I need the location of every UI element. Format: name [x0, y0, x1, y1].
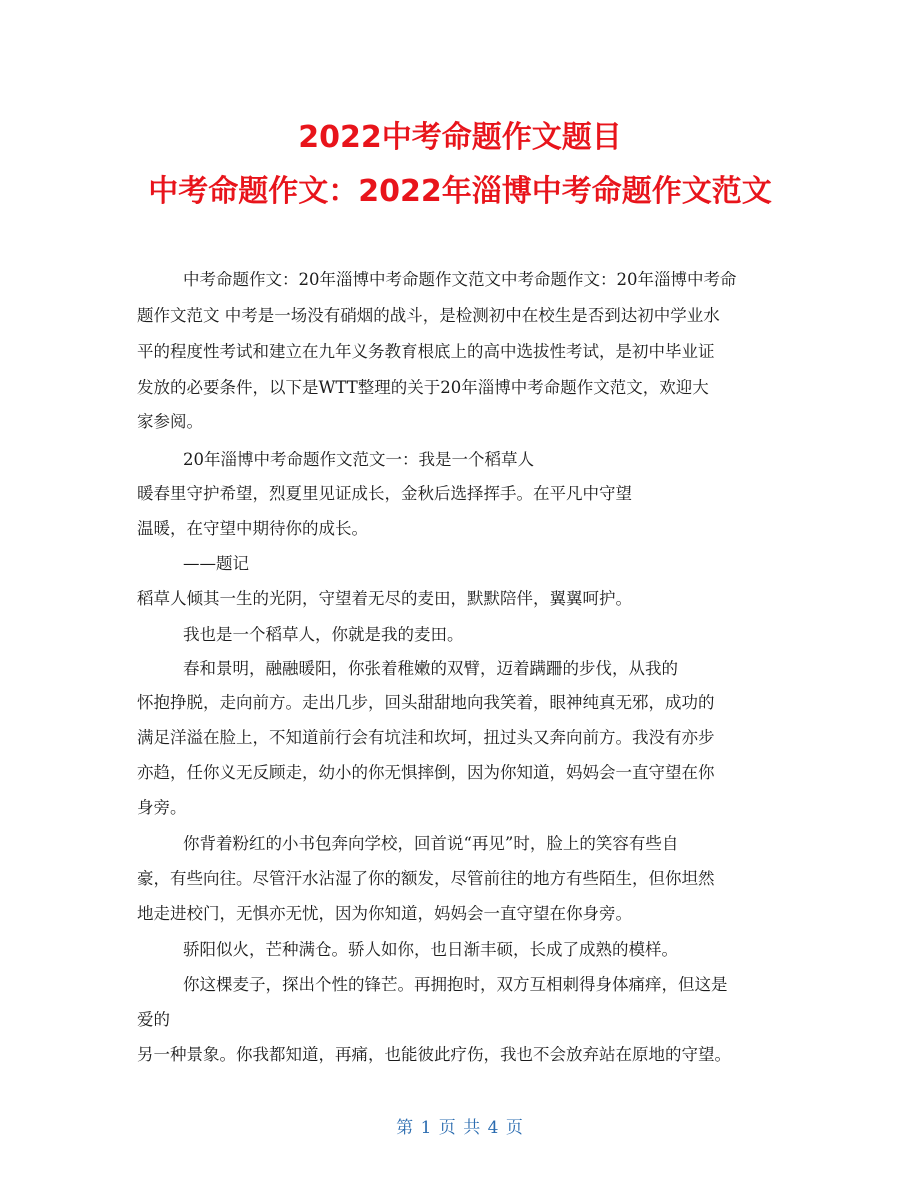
body-line: 平的程度性考试和建立在九年义务教育根底上的高中选拔性考试，是初中毕业证 [137, 342, 715, 361]
body-line: 家参阅。 [137, 412, 203, 431]
body-line: 中考命题作文：20年淄博中考命题作文范文中考命题作文：20年淄博中考命 [183, 270, 737, 289]
body-line: 另一种景象。你我都知道，再痛，也能彼此疗伤，我也不会放弃站在原地的守望。 [137, 1045, 731, 1064]
body-line: 你背着粉红的小书包奔向学校，回首说“再见”时，脸上的笑容有些自 [183, 834, 679, 853]
page-footer: 第 1 页 共 4 页 [396, 1118, 524, 1138]
body-line: 稻草人倾其一生的光阴，守望着无尽的麦田，默默陪伴，翼翼呵护。 [137, 589, 632, 608]
body-line: 我也是一个稻草人，你就是我的麦田。 [183, 625, 464, 644]
document-title: 2022中考命题作文题目 [298, 120, 622, 155]
body-line: 你这棵麦子，探出个性的锋芒。再拥抱时，双方互相刺得身体痛痒，但这是 [183, 975, 728, 994]
body-line: 暖春里守护希望，烈夏里见证成长，金秋后选择挥手。在平凡中守望 [137, 484, 632, 503]
document-subtitle: 中考命题作文：2022年淄博中考命题作文范文 [148, 174, 772, 209]
body-line: 亦趋，任你义无反顾走，幼小的你无惧摔倒，因为你知道，妈妈会一直守望在你 [137, 763, 715, 782]
body-line: 怀抱挣脱，走向前方。走出几步，回头甜甜地向我笑着，眼神纯真无邪，成功的 [137, 693, 715, 712]
body-line: 骄阳似火，芒种满仓。骄人如你，也日渐丰硕，长成了成熟的模样。 [183, 940, 678, 959]
body-line: 发放的必要条件，以下是WTT整理的关于20年淄博中考命题作文范文，欢迎大 [137, 378, 709, 397]
body-line: 地走进校门，无惧亦无忧，因为你知道，妈妈会一直守望在你身旁。 [137, 904, 632, 923]
body-line: ——题记 [183, 554, 249, 573]
body-line: 豪，有些向往。尽管汗水沾湿了你的额发，尽管前往的地方有些陌生，但你坦然 [137, 869, 715, 888]
body-line: 满足洋溢在脸上，不知道前行会有坑洼和坎坷，扭过头又奔向前方。我没有亦步 [137, 728, 715, 747]
body-line: 20年淄博中考命题作文范文一：我是一个稻草人 [183, 450, 534, 469]
body-line: 春和景明，融融暖阳，你张着稚嫩的双臂，迈着蹒跚的步伐，从我的 [183, 659, 678, 678]
body-line: 身旁。 [137, 798, 187, 817]
body-line: 题作文范文 中考是一场没有硝烟的战斗，是检测初中在校生是否到达初中学业水 [137, 306, 720, 325]
body-line: 温暖，在守望中期待你的成长。 [137, 519, 368, 538]
body-line: 爱的 [137, 1010, 170, 1029]
